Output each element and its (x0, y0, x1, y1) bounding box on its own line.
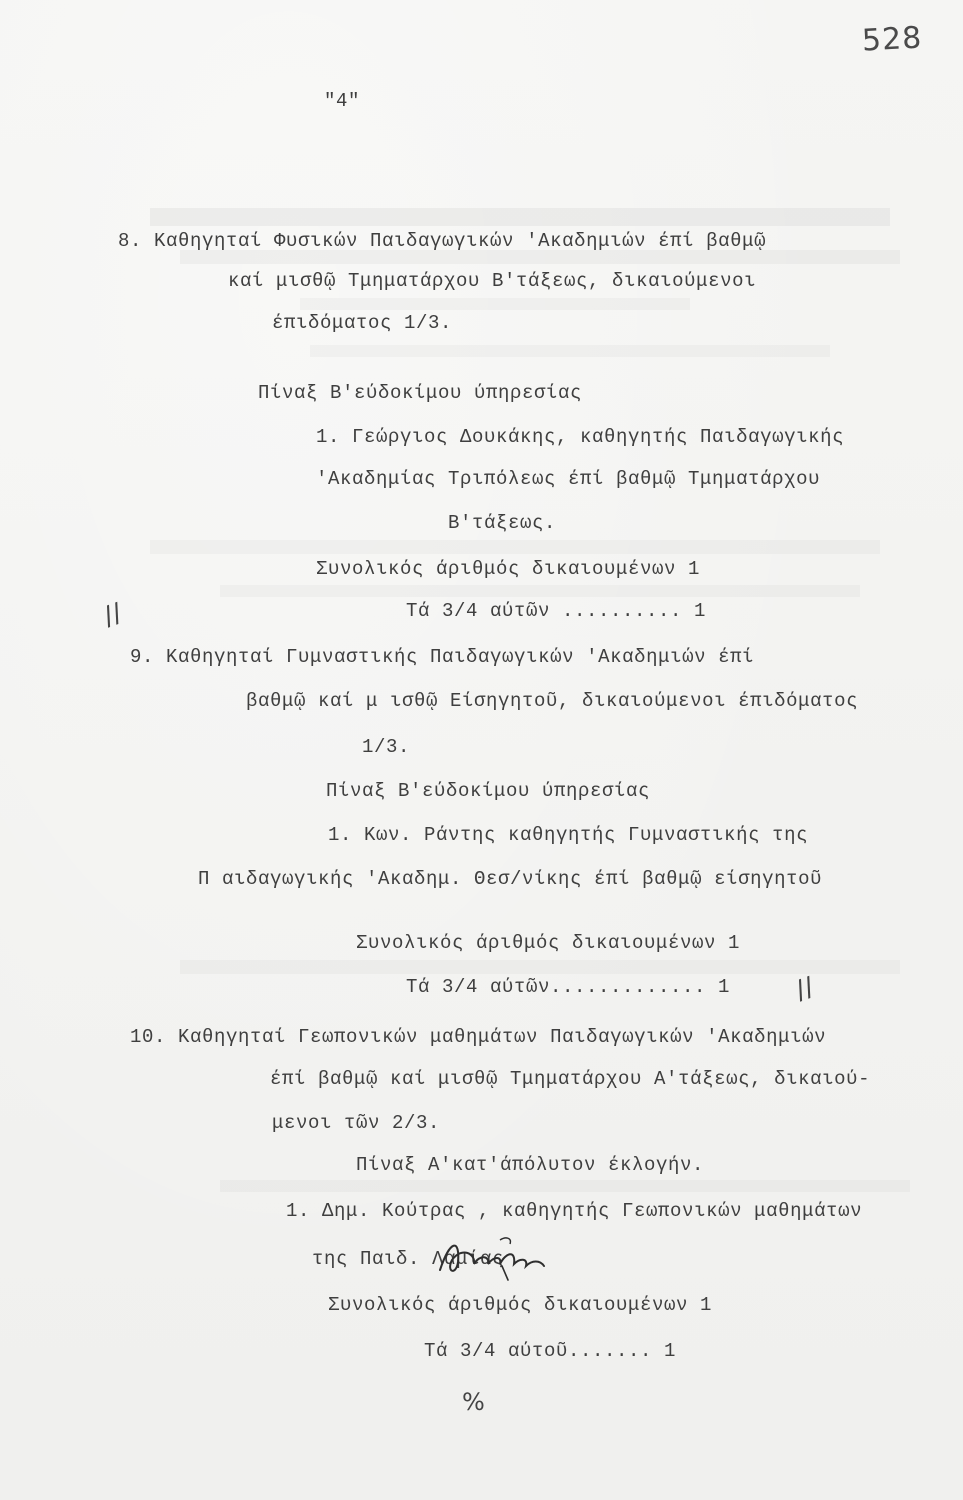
text-line: βαθμῷ καί μ ισθῷ Είσηγητοῦ, δικαιούμενοι έπιδόματος (246, 690, 859, 712)
bleed-through-line (310, 345, 830, 357)
text-line: έπί βαθμῷ καί μισθῷ Τμηματάρχου Α'τάξεως, δικαιού- (270, 1068, 871, 1090)
text-line: Π αιδαγωγικής 'Ακαδημ. Θεσ/νίκης έπί βαθμῷ είσηγητοῦ (198, 868, 823, 890)
text-line: Πίναξ Β'εύδοκίμου ύπηρεσίας (258, 382, 583, 404)
text-line: Τά 3/4 αύτῶν .......... 1 (406, 600, 707, 622)
bleed-through-line (180, 250, 900, 264)
margin-mark: // (791, 971, 819, 1007)
bleed-through-line (180, 960, 900, 974)
bleed-through-line (300, 298, 690, 310)
bleed-through-line (150, 540, 880, 554)
text-line: της Παιδ. Λαμίας (312, 1248, 505, 1270)
text-line: Τά 3/4 αύτοῦ....... 1 (424, 1340, 677, 1362)
margin-mark: // (99, 597, 127, 633)
page-number: 528 (861, 20, 924, 59)
handwritten-annotation (432, 1232, 552, 1282)
text-line: 1. Δημ. Κούτρας , καθηγητής Γεωπονικών μαθημάτων (286, 1200, 863, 1222)
text-line: καί μισθῷ Τμηματάρχου Β'τάξεως, δικαιούμενοι (228, 270, 757, 292)
text-line: Συνολικός άριθμός δικαιουμένων 1 (328, 1294, 713, 1316)
text-line: Τά 3/4 αύτῶν............. 1 (406, 976, 731, 998)
text-line: 1. Γεώργιος Δουκάκης, καθηγητής Παιδαγωγικής (316, 426, 845, 448)
text-line: μενοι τῶν 2/3. (272, 1112, 441, 1134)
bleed-through-line (220, 1180, 910, 1192)
text-line: 'Ακαδημίας Τριπόλεως έπί βαθμῷ Τμηματάρχου (316, 468, 821, 490)
text-line: Β'τάξεως. (448, 512, 557, 534)
section-heading: "4" (324, 90, 361, 112)
text-line: 1/3. (362, 736, 411, 758)
text-line: Πίναξ Α'κατ'άπόλυτον έκλογήν. (356, 1154, 705, 1176)
text-line: έπιδόματος 1/3. (272, 312, 453, 334)
text-line: 10. Καθηγηταί Γεωπονικών μαθημάτων Παιδαγωγικών 'Ακαδημιών (130, 1026, 827, 1048)
closing-mark: % (462, 1388, 485, 1416)
text-line: Συνολικός άριθμός δικαιουμένων 1 (316, 558, 701, 580)
bleed-through-line (150, 208, 890, 226)
bleed-through-line (220, 585, 860, 597)
text-line: Συνολικός άριθμός δικαιουμένων 1 (356, 932, 741, 954)
text-line: 1. Κων. Ράντης καθηγητής Γυμναστικής της (328, 824, 809, 846)
text-line: 9. Καθηγηταί Γυμναστικής Παιδαγωγικών 'Ακαδημιών έπί (130, 646, 755, 668)
text-line: 8. Καθηγηταί Φυσικών Παιδαγωγικών 'Ακαδημιών έπί βαθμῷ (118, 230, 767, 252)
text-line: Πίναξ Β'εύδοκίμου ύπηρεσίας (326, 780, 651, 802)
